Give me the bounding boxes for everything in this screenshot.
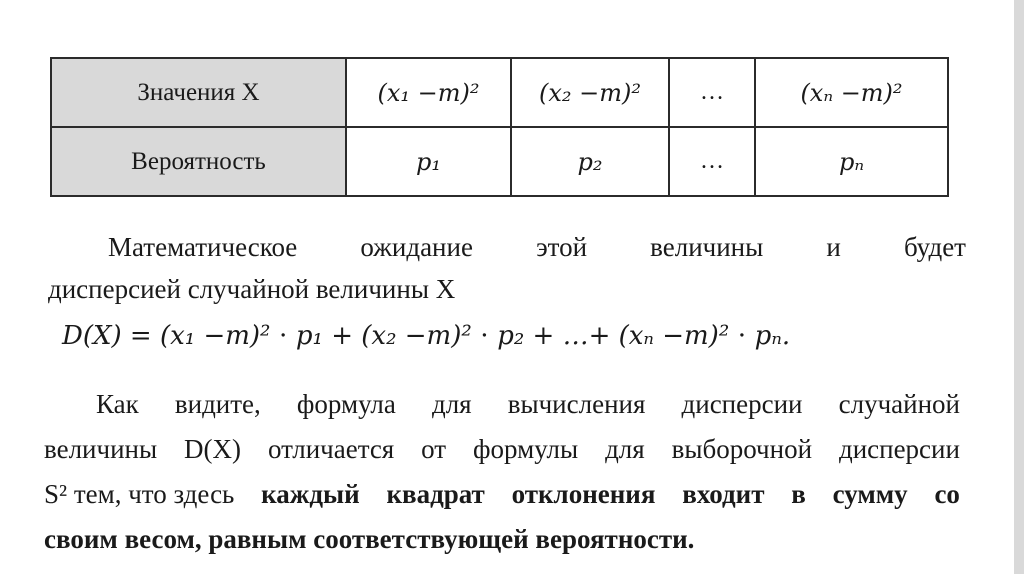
word: от [421, 434, 447, 464]
table-row-probability [51, 127, 948, 196]
table-row-values [51, 58, 948, 127]
paragraph-expectation [48, 226, 966, 310]
cell-x2: (x₂ −m)² [511, 58, 669, 127]
cell-x1: (x₁ −m)² [346, 58, 511, 127]
word: и [826, 232, 841, 262]
word: видите, [174, 389, 261, 419]
bold-word: каждый [261, 479, 360, 509]
bold-word: квадрат [386, 479, 485, 509]
word: случайной [838, 389, 960, 419]
paragraph2-line4 [44, 517, 960, 562]
word: вычисления [507, 389, 646, 419]
row-header-probability: Вероятность [51, 127, 346, 196]
word: Математическое [108, 232, 298, 262]
word: отличается [267, 434, 395, 464]
cell-xn: (xₙ −m)² [755, 58, 948, 127]
word: этой [536, 232, 588, 262]
bold-word: сумму [832, 479, 908, 509]
text-prefix: S² тем, что здесь [44, 479, 235, 509]
bold-word: со [934, 479, 960, 509]
bold-text: своим весом, равным соответствующей вероятности. [44, 524, 695, 554]
word: для [605, 434, 645, 464]
word: дисперсии [681, 389, 803, 419]
bold-word: входит [682, 479, 765, 509]
cell-p2: p₂ [511, 127, 669, 196]
paragraph2-line2 [44, 427, 960, 472]
paragraph2-line3 [44, 472, 960, 517]
word: формулы [473, 434, 579, 464]
bold-word: отклонения [511, 479, 656, 509]
word: D(X) [184, 434, 242, 464]
bold-word: в [791, 479, 806, 509]
word: будет [903, 232, 966, 262]
word: величины [650, 232, 764, 262]
cell-pn: pₙ [755, 127, 948, 196]
paragraph1-line1 [48, 226, 966, 268]
paragraph1-line2: дисперсией случайной величины X [48, 274, 456, 304]
word: для [431, 389, 472, 419]
word: ожидание [360, 232, 473, 262]
word: величины [44, 434, 158, 464]
paragraph-explanation [44, 382, 960, 562]
variance-formula: D(X) = (x₁ −m)² ⋅ p₁ + (x₂ −m)² ⋅ p₂ + …+ (xₙ −m)² ⋅ pₙ. [62, 321, 791, 351]
cell-ellipsis-1: … [669, 58, 755, 127]
word: выборочной [671, 434, 813, 464]
paragraph2-line1 [44, 382, 960, 427]
word: формула [296, 389, 396, 419]
cell-p1: p₁ [346, 127, 511, 196]
distribution-table [50, 57, 949, 197]
cell-ellipsis-2: … [669, 127, 755, 196]
word: дисперсии [838, 434, 960, 464]
row-header-values: Значения X [51, 58, 346, 127]
right-edge-bar [1014, 0, 1024, 574]
word: Как [96, 389, 139, 419]
